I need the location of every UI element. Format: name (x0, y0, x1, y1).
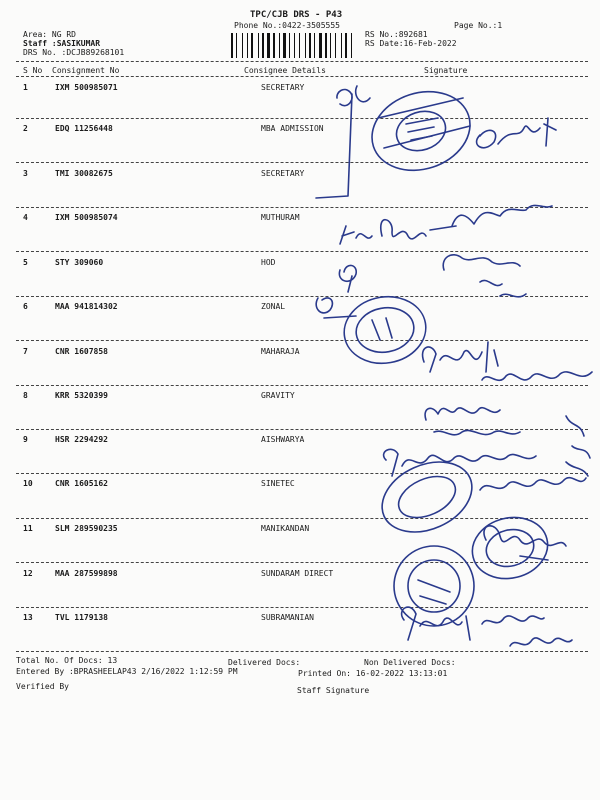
systems-stamp-image (466, 510, 554, 587)
handwritten-phone-row4-image (452, 205, 552, 226)
row-sno: 9 (23, 435, 28, 444)
phone-number: Phone No.:0422-3505555 (234, 21, 340, 30)
row-consignment: MAA 941814302 (55, 302, 118, 311)
row-consignee: AISHWARYA (261, 435, 305, 444)
row-sno: 7 (23, 347, 28, 356)
row-sno: 13 (23, 613, 33, 622)
row-consignment: EDQ 11256448 (55, 124, 113, 133)
column-consignee: Consignee Details (244, 66, 326, 75)
row-consignee: MUTHURAM (261, 213, 300, 222)
handwritten-number-row13a-image (482, 616, 544, 624)
row-sno: 6 (23, 302, 28, 311)
row-consignment: TMI 30082675 (55, 169, 113, 178)
row-sno: 10 (23, 479, 33, 488)
row-sno: 12 (23, 569, 33, 578)
row-consignee: GRAVITY (261, 391, 295, 400)
row-sno: 3 (23, 169, 28, 178)
row-consignee: MANIKANDAN (261, 524, 310, 533)
staff-label: Staff :SASIKUMAR (23, 39, 101, 48)
row-consignment: MAA 287599898 (55, 569, 118, 578)
rs-date: RS Date:16-Feb-2022 (365, 39, 457, 48)
column-consignment: Consignment No (52, 66, 120, 75)
page-number: Page No.:1 (454, 21, 503, 30)
staff-signature-label: Staff Signature (297, 686, 370, 695)
row-consignee: MAHARAJA (261, 347, 300, 356)
row-consignee: SUNDARAM DIRECT (261, 569, 334, 578)
signature-bracket-image (316, 90, 352, 198)
row-consignment: HSR 2294292 (55, 435, 108, 444)
handwritten-phone-row10-image (480, 478, 586, 490)
delivered-docs: Delivered Docs: (228, 658, 301, 667)
sundaram-direct-stamp-image (394, 546, 474, 626)
row-consignment: TVL 1179138 (55, 613, 108, 622)
signature-row2-image (477, 118, 556, 148)
handwritten-side-note-image (566, 416, 590, 476)
row-sno: 4 (23, 213, 28, 222)
row-consignment: SLM 289590235 (55, 524, 118, 533)
non-delivered-docs: Non Delivered Docs: (364, 658, 456, 667)
principal-seal-stamp-image (362, 79, 481, 182)
column-signature: Signature (424, 66, 468, 75)
printed-on: Printed On: 16-02-2022 13:13:01 (298, 669, 448, 678)
signature-row4-image (381, 220, 456, 239)
signature-row7-image (423, 342, 498, 372)
row-consignee: SUBRAMANIAN (261, 613, 314, 622)
row-consignment: CNR 1607858 (55, 347, 108, 356)
row-consignment: CNR 1605162 (55, 479, 108, 488)
row-sno: 11 (23, 524, 33, 533)
row-consignment: IXM 500985071 (55, 83, 118, 92)
verified-by: Verified By (16, 682, 69, 691)
handwritten-mechanical-lab-image (443, 255, 526, 297)
handwritten-number-row13b-image (510, 638, 572, 646)
row-consignee: HOD (261, 258, 276, 267)
signature-row4-initial-image (340, 226, 372, 244)
coimbatore-stamp-image (371, 449, 483, 546)
column-sno: S No (23, 66, 43, 75)
row-consignee: ZONAL (261, 302, 286, 311)
signature-row11-image (484, 526, 566, 560)
row-sno: 5 (23, 258, 28, 267)
row-consignment: IXM 500985074 (55, 213, 118, 222)
total-docs: Total No. Of Docs: 13 (16, 656, 118, 665)
entered-by: Entered By :BPRASHEELAP43 2/16/2022 1:12:59 PM (16, 667, 238, 676)
round-seal-stamp-image (339, 290, 431, 369)
rs-number: RS No.:892681 (365, 30, 428, 39)
row-consignee: SECRETARY (261, 169, 305, 178)
signature-row8-image (425, 408, 520, 435)
row-consignee: SINETEC (261, 479, 295, 488)
row-consignment: KRR 5320399 (55, 391, 108, 400)
row-consignee: MBA ADMISSION (261, 124, 324, 133)
signature-row5-image (339, 265, 356, 292)
row-consignment: STY 309060 (55, 258, 104, 267)
row-sno: 2 (23, 124, 28, 133)
sheet-title: TPC/CJB DRS - P43 (250, 10, 343, 20)
area-label: Area: NG RD (23, 30, 76, 39)
drs-number: DRS No. :DCJB89268101 (23, 48, 125, 57)
row-sno: 1 (23, 83, 28, 92)
row-sno: 8 (23, 391, 28, 400)
signature-initial-image (356, 86, 370, 102)
row-consignee: SECRETARY (261, 83, 305, 92)
handwritten-phone-row7-image (482, 372, 592, 380)
